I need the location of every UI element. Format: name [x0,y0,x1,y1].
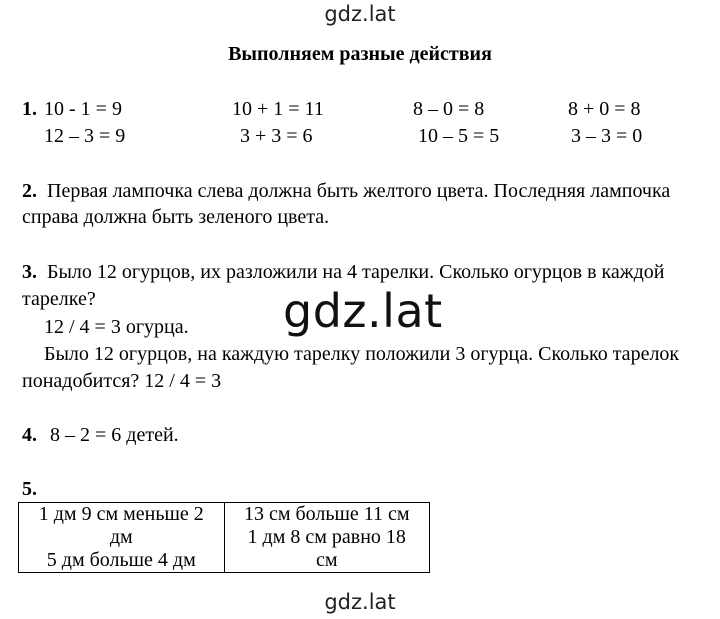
equation: 12 – 3 = 9 [44,125,126,147]
task-3-line-3: 12 / 4 = 3 огурца. [44,316,189,338]
table-cell-left [19,503,225,573]
page-title: Выполняем разные действия [228,43,492,65]
equation: 3 + 3 = 6 [240,125,313,147]
table-row [19,503,430,573]
cell-line: 13 см больше 11 см [243,503,410,525]
cell-line: 1 дм 8 см равно 18 [247,526,406,548]
watermark-middle: gdz.lat [283,284,443,338]
task-4-text: 8 – 2 = 6 детей. [50,424,179,446]
watermark-top: gdz.lat [324,2,396,26]
task-3-line-4: Было 12 огурцов, на каждую тарелку положили 3 огурца. Сколько тарелок [44,343,680,365]
task-1-number: 1. [22,98,37,120]
equation: 8 – 0 = 8 [413,98,485,120]
task-4-number: 4. [22,424,37,446]
equation: 3 – 3 = 0 [571,125,643,147]
equation: 8 + 0 = 8 [568,98,641,120]
cell-line: 1 дм 9 см меньше 2 [38,503,204,525]
watermark-bottom: gdz.lat [324,590,396,614]
task-2-line-1: Первая лампочка слева должна быть желтого цвета. Последняя лампочка [47,180,671,202]
task-2-number: 2. [22,180,37,202]
task-3-line-5: понадобится? 12 / 4 = 3 [22,370,222,392]
table-cell-right [224,503,430,573]
cell-line: 5 дм больше 4 дм [46,549,196,571]
task-3-line-2: тарелке? [22,288,96,310]
task-5-number: 5. [22,478,37,500]
equation: 10 - 1 = 9 [44,98,122,120]
task-5-table [18,502,430,573]
cell-line: дм [109,526,133,548]
cell-line: см [315,549,338,571]
task-2-line-2: справа должна быть зеленого цвета. [22,206,330,228]
task-3-line-1: Было 12 огурцов, их разложили на 4 тарелки. Сколько огурцов в каждой [47,261,665,283]
equation: 10 + 1 = 11 [232,98,324,120]
task-3-number: 3. [22,261,37,283]
equation: 10 – 5 = 5 [418,125,500,147]
